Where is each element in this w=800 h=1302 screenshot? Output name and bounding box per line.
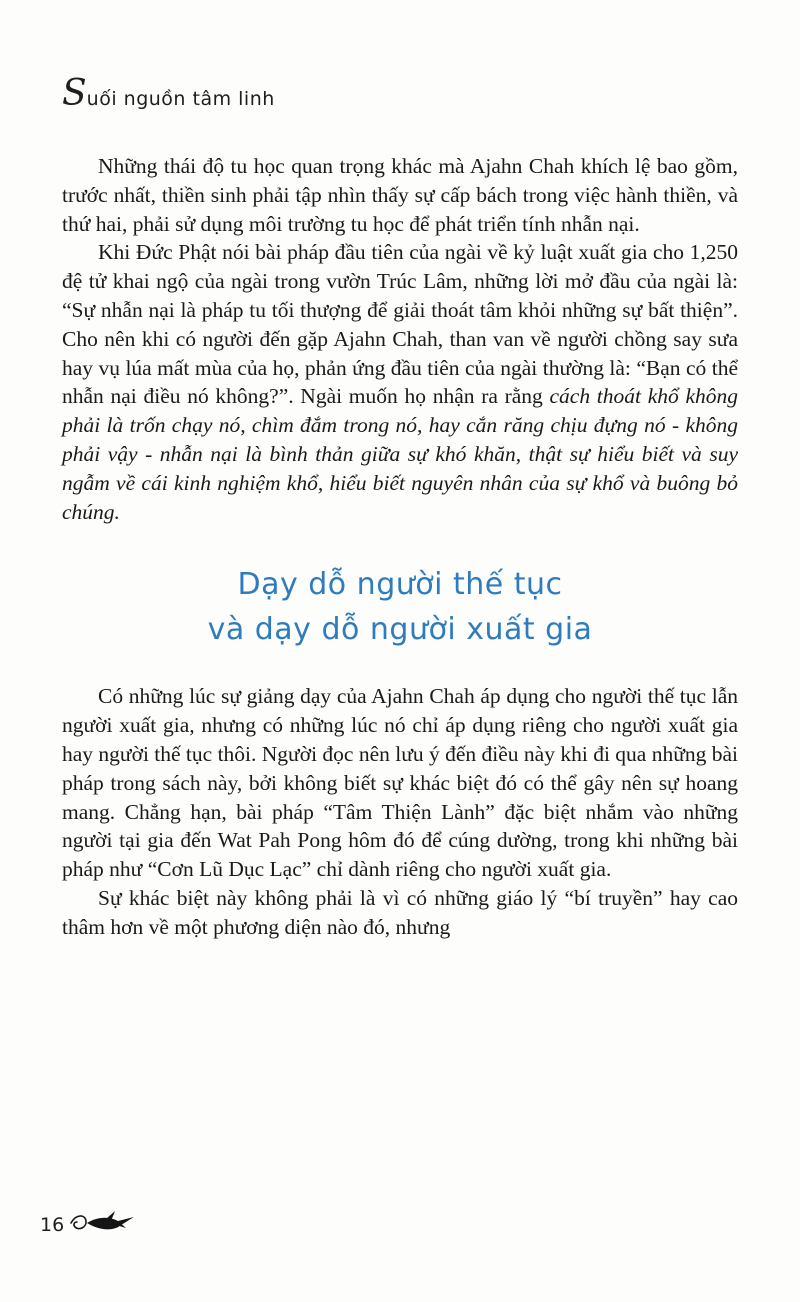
page-number: 16 bbox=[40, 1214, 65, 1236]
paragraph-3: Có những lúc sự giảng dạy của Ajahn Chah áp dụng cho người thế tục lẫn người xuất gia, nhưng có những lúc nó chỉ áp dụng riêng cho người xuất gia hay người thế tục thôi. Người đọc nên lưu ý đến điều này khi đi qua những bài pháp trong sách này, bởi không biết sự khác biệt đó có thể gây nên sự hoang mang. Chẳng hạn, bài pháp “Tâm Thiện Lành” đặc biệt nhắm vào những người tại gia đến Wat Pah Pong hôm đó để cúng dường, trong khi những bài pháp như “Cơn Lũ Dục Lạc” chỉ dành riêng cho người xuất gia. bbox=[62, 684, 739, 882]
body-text bbox=[62, 152, 738, 942]
running-header: Suối nguồn tâm linh bbox=[62, 73, 275, 114]
section-heading bbox=[62, 562, 738, 652]
paragraph-4: Sự khác biệt này không phải là vì có những giáo lý “bí truyền” hay cao thâm hơn về một phương diện nào đó, nhưng bbox=[62, 885, 738, 939]
section-heading-line-1: Dạy dỗ người thế tục bbox=[237, 567, 563, 603]
paragraph-2-normal: Khi Đức Phật nói bài pháp đầu tiên của ngài về kỷ luật xuất gia cho 1,250 đệ tử khai ngộ của ngài trong vườn Trúc Lâm, những lời mở đầu của ngài là: “Sự nhẫn nại là pháp tu tối thượng để giải thoát tâm khỏi những sự bất thiện”. Cho nên khi có người đến gặp Ajahn Chah, than van về người chồng say sưa hay vụ lúa mất mùa của họ, phản ứng đầu tiên của ngài thường là: “Bạn có thể nhẫn nại điều nó không?”. Ngài muốn họ nhận ra rằng bbox=[62, 240, 738, 409]
bird-ornament-icon bbox=[68, 1210, 140, 1240]
section-heading-line-2: và dạy dỗ người xuất gia bbox=[207, 612, 593, 648]
paragraph-1: Những thái độ tu học quan trọng khác mà Ajahn Chah khích lệ bao gồm, trước nhất, thiền sinh phải tập nhìn thấy sự cấp bách trong việc hành thiền, và thứ hai, phải sử dụng môi trường tu học để phát triển tính nhẫn nại. bbox=[62, 154, 738, 236]
page-footer bbox=[40, 1210, 140, 1240]
paragraph-2 bbox=[62, 238, 738, 526]
paragraph-2-italic: cách thoát khổ không phải là trốn chạy nó, chìm đắm trong nó, hay cắn răng chịu đựng nó - không phải vậy - nhẫn nại là bình thản giữa sự khó khăn, thật sự hiểu biết và suy ngẫm về cái kinh nghiệm khổ, hiểu biết nguyên nhân của sự khổ và buông bỏ chúng. bbox=[62, 384, 738, 524]
